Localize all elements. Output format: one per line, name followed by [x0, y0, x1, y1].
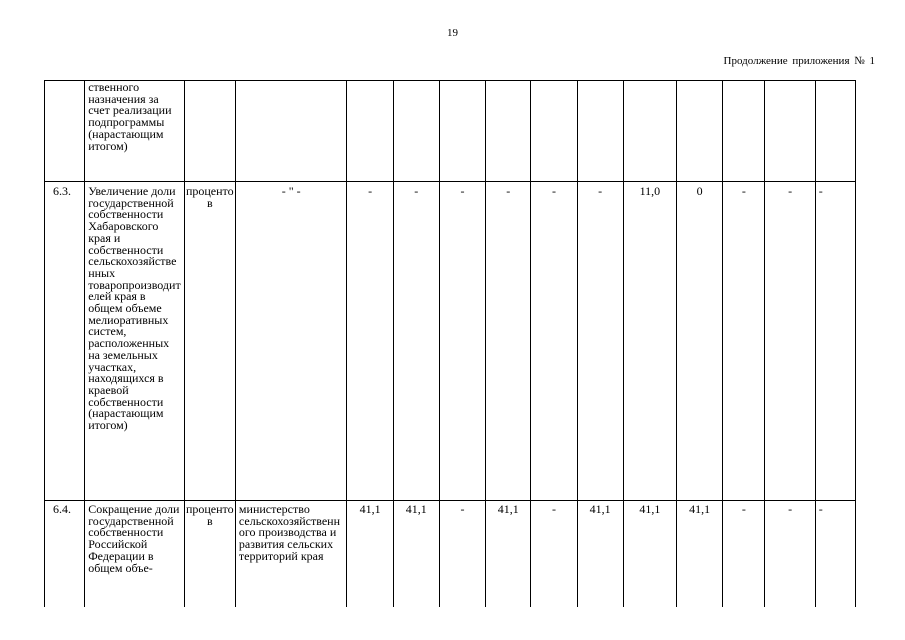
value-cell: [723, 81, 765, 182]
value-cell: -: [723, 182, 765, 501]
table-row: [45, 501, 856, 608]
indicator-description: Увеличение доли государственной собственности Хабаровского края и собственности сельскохозяйственных товаропроизводителей края в общем объеме мелиоративных систем, расположенных на земельных участках, находящихся в краевой собственности (нарастающим итогом): [85, 182, 184, 501]
value-cell: -: [577, 182, 623, 501]
value-cell: [765, 81, 815, 182]
unit-cell: [184, 81, 235, 182]
value-cell: [677, 81, 723, 182]
value-cell: -: [486, 182, 531, 501]
value-cell: -: [393, 182, 439, 501]
value-cell: 41,1: [347, 501, 393, 608]
indicators-table: [44, 80, 856, 607]
value-cell: -: [347, 182, 393, 501]
table-row: [45, 81, 856, 182]
indicator-description: ственного назначения за счет реализации подпрограммы (нарастающим итогом): [85, 81, 184, 182]
value-cell: 41,1: [677, 501, 723, 608]
responsible-cell: [235, 81, 347, 182]
unit-cell: процентов: [184, 501, 235, 608]
continuation-label: Продолжение приложения № 1: [723, 55, 875, 67]
value-cell: [347, 81, 393, 182]
value-cell: 41,1: [623, 501, 676, 608]
indicator-description: Сокращение доли государственной собственности Российской Федерации в общем объе-: [85, 501, 184, 608]
table-row: [45, 182, 856, 501]
value-cell: [577, 81, 623, 182]
value-cell: [439, 81, 485, 182]
value-cell: -: [815, 182, 855, 501]
value-cell: -: [765, 182, 815, 501]
value-cell: -: [723, 501, 765, 608]
value-cell: [623, 81, 676, 182]
value-cell: -: [765, 501, 815, 608]
value-cell: 11,0: [623, 182, 676, 501]
value-cell: 41,1: [486, 501, 531, 608]
value-cell: -: [815, 501, 855, 608]
value-cell: 0: [677, 182, 723, 501]
value-cell: -: [531, 501, 577, 608]
value-cell: 41,1: [577, 501, 623, 608]
unit-cell: процентов: [184, 182, 235, 501]
responsible-cell: министерство сельскохозяйственного производства и развития сельских территорий края: [235, 501, 347, 608]
value-cell: -: [439, 182, 485, 501]
page-number: 19: [447, 27, 458, 39]
value-cell: [486, 81, 531, 182]
value-cell: [393, 81, 439, 182]
value-cell: [531, 81, 577, 182]
value-cell: -: [439, 501, 485, 608]
value-cell: [815, 81, 855, 182]
responsible-cell: - " -: [235, 182, 347, 501]
row-number: 6.4.: [45, 501, 85, 608]
value-cell: 41,1: [393, 501, 439, 608]
row-number: [45, 81, 85, 182]
value-cell: -: [531, 182, 577, 501]
row-number: 6.3.: [45, 182, 85, 501]
